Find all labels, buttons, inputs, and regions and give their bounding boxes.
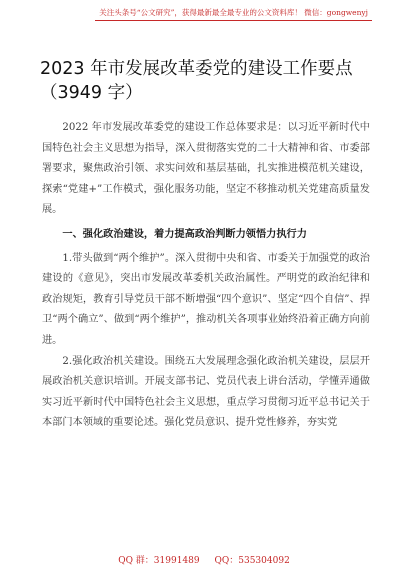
document-title: 2023 年市发展改革委党的建设工作要点（3949 字）: [40, 59, 353, 103]
body-paragraph: 1.带头做到“两个维护”。深入贯彻中央和省、市委关于加强党的政治建设的《意见》，突出市发展改革委机关政治属性。严明党的政治纪律和政治规矩，教育引导党员干部不断增强“四个意识”、坚定“四个自信”、捍卫“两个确立”、做到“两个维护”，推动机关各项事业始终沿着正确方向前进。: [42, 252, 370, 346]
promo-banner: 关注头条号“公文研究”，获得最新最全最专业的公文资料库！ 微信：gongwenyj: [95, 6, 372, 21]
qq-number: QQ：535304092: [214, 556, 290, 566]
document-body: [42, 118, 370, 434]
qq-group-number: QQ 群：31991489: [118, 556, 200, 566]
intro-paragraph: 2022 年市发展改革委党的建设工作总体要求是：以习近平新时代中国特色社会主义思想为指导，深入贯彻落实党的二十大精神和省、市委部署要求，聚焦政治引领、求实问效和基层基础，扎实推进模范机关建设，探索“党建+”工作模式，强化服务功能，坚定不移推动机关党建高质量发展。: [42, 122, 370, 216]
footer-contacts: [0, 553, 408, 566]
section-heading: 一、强化政治建设，着力提高政治判断力领悟力执行力: [62, 228, 307, 240]
body-paragraph: 2.强化政治机关建设。围绕五大发展理念强化政治机关建设，层层开展政治机关意识培训。开展支部书记、党员代表上讲台活动，学懂弄通做实习近平新时代中国特色社会主义思想，重点学习贯彻习近平总书记关于本部门本领域的重要论述。强化党员意识、提升党性修养，夯实党: [42, 355, 370, 429]
